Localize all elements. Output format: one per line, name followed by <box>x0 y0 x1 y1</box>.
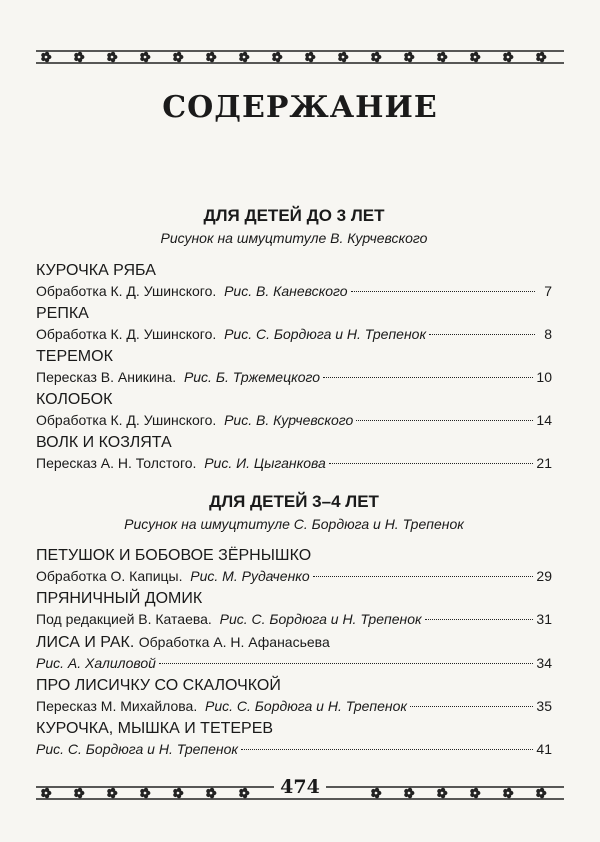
flower-icon <box>470 52 480 62</box>
toc-entry <box>36 433 552 473</box>
flower-icon <box>140 52 150 62</box>
top-ornament <box>36 46 564 68</box>
toc-entry <box>36 719 552 759</box>
section-under-3 <box>36 206 552 246</box>
entry-credit: Под редакцией В. Катаева. Рис. С. Бордюга и Н. Трепенок <box>36 611 422 627</box>
entry-title: КОЛОБОК <box>36 391 113 408</box>
section-heading: ДЛЯ ДЕТЕЙ ДО 3 ЛЕТ <box>203 206 385 225</box>
entry-title: КУРОЧКА, МЫШКА И ТЕТЕРЕВ <box>36 720 274 737</box>
leader-dots <box>425 619 534 620</box>
entry-credit: Пересказ А. Н. Толстого. Рис. И. Цыганкова <box>36 455 326 471</box>
flower-icon <box>272 52 282 62</box>
leader-dots <box>429 334 535 335</box>
flower-icon <box>206 52 216 62</box>
entry-page: 35 <box>536 698 552 714</box>
entry-line <box>36 739 552 759</box>
entry-page: 31 <box>536 611 552 627</box>
entry-line <box>36 410 552 430</box>
toc-entry <box>36 632 552 673</box>
flower-icon <box>536 52 546 62</box>
entry-illustrator: Рис. И. Цыганкова <box>204 455 326 471</box>
flower-icon <box>437 52 447 62</box>
entry-page: 10 <box>536 369 552 385</box>
entry-title: ВОЛК И КОЗЛЯТА <box>36 434 172 451</box>
flower-icon <box>239 52 249 62</box>
entry-line <box>36 453 552 473</box>
leader-dots <box>323 377 533 378</box>
leader-dots <box>351 291 535 292</box>
leader-dots <box>356 420 533 421</box>
entry-line <box>36 281 552 301</box>
toc-entry <box>36 676 552 716</box>
entry-title: ТЕРЕМОК <box>36 348 113 365</box>
entry-illustrator: Рис. С. Бордюга и Н. Трепенок <box>219 611 422 627</box>
toc-entry <box>36 546 552 586</box>
entry-line <box>36 367 552 387</box>
flower-icon <box>338 52 348 62</box>
entry-line <box>36 609 552 629</box>
entry-credit: Пересказ В. Аникина. Рис. Б. Тржемецкого <box>36 369 321 385</box>
entry-line <box>36 653 552 673</box>
toc-entry <box>36 347 552 387</box>
entry-credit: Обработка К. Д. Ушинского. Рис. В. Каневского <box>36 283 348 299</box>
entry-line <box>36 566 552 586</box>
page-number: 474 <box>0 776 600 798</box>
entry-page: 34 <box>536 655 552 671</box>
section-subtitle: Рисунок на шмуцтитуле В. Курчевского <box>160 230 428 246</box>
flower-border-icon <box>36 46 564 68</box>
entry-title: КУРОЧКА РЯБА <box>36 262 156 279</box>
entry-credit: Пересказ М. Михайлова. Рис. С. Бордюга и Н. Трепенок <box>36 698 407 714</box>
entry-illustrator: Рис. А. Халиловой <box>36 655 156 671</box>
flower-icon <box>107 52 117 62</box>
entry-credit: Обработка К. Д. Ушинского. Рис. В. Курчевского <box>36 412 354 428</box>
entry-page: 21 <box>536 455 552 471</box>
entry-title-credit: Обработка А. Н. Афанасьева <box>138 634 330 650</box>
entry-illustrator: Рис. С. Бордюга и Н. Трепенок <box>224 326 427 342</box>
toc-entry <box>36 390 552 430</box>
section-heading: ДЛЯ ДЕТЕЙ 3–4 ЛЕТ <box>209 492 379 511</box>
leader-dots <box>329 463 534 464</box>
entry-illustrator: Рис. В. Курчевского <box>224 412 354 428</box>
entry-title: ПРО ЛИСИЧКУ СО СКАЛОЧКОЙ <box>36 677 281 694</box>
entries-section-1 <box>36 261 552 473</box>
entry-line <box>36 696 552 716</box>
flower-icon <box>305 52 315 62</box>
flower-icon <box>404 52 414 62</box>
flower-icon <box>503 52 513 62</box>
leader-dots <box>241 749 533 750</box>
toc-entry <box>36 304 552 344</box>
entry-title: РЕПКА <box>36 305 89 322</box>
entry-title: ПЕТУШОК И БОБОВОЕ ЗЁРНЫШКО <box>36 547 312 564</box>
leader-dots <box>410 706 533 707</box>
flower-icon <box>41 52 51 62</box>
leader-dots <box>159 663 533 664</box>
entry-illustrator: Рис. В. Каневского <box>224 283 348 299</box>
flower-icon <box>173 52 183 62</box>
entry-title: ПРЯНИЧНЫЙ ДОМИК <box>36 590 203 607</box>
flower-icon <box>74 52 84 62</box>
entry-title: ЛИСА И РАК. Обработка А. Н. Афанасьева <box>36 634 330 651</box>
entry-credit <box>36 653 156 673</box>
entry-page: 8 <box>544 326 552 342</box>
section-3-4 <box>36 492 552 532</box>
entry-credit: Обработка К. Д. Ушинского. Рис. С. Бордюга и Н. Трепенок <box>36 326 427 342</box>
entries-section-2 <box>36 546 552 759</box>
leader-dots <box>313 576 534 577</box>
entry-line <box>36 324 552 344</box>
flower-icon <box>371 52 381 62</box>
entry-credit <box>36 739 238 759</box>
entry-page: 29 <box>536 568 552 584</box>
entry-illustrator: Рис. С. Бордюга и Н. Трепенок <box>36 741 238 757</box>
entry-credit: Обработка О. Капицы. Рис. М. Рудаченко <box>36 568 310 584</box>
toc-entry <box>36 261 552 301</box>
entry-illustrator: Рис. Б. Тржемецкого <box>183 369 321 385</box>
entry-illustrator: Рис. С. Бордюга и Н. Трепенок <box>205 698 407 714</box>
entry-page: 41 <box>536 741 552 757</box>
entry-page: 7 <box>544 283 552 299</box>
section-subtitle: Рисунок на шмуцтитуле С. Бордюга и Н. Трепенок <box>124 516 464 532</box>
toc-entry <box>36 589 552 629</box>
entry-illustrator: Рис. М. Рудаченко <box>190 568 310 584</box>
entry-page: 14 <box>536 412 552 428</box>
page-title: СОДЕРЖАНИЕ <box>162 90 438 125</box>
